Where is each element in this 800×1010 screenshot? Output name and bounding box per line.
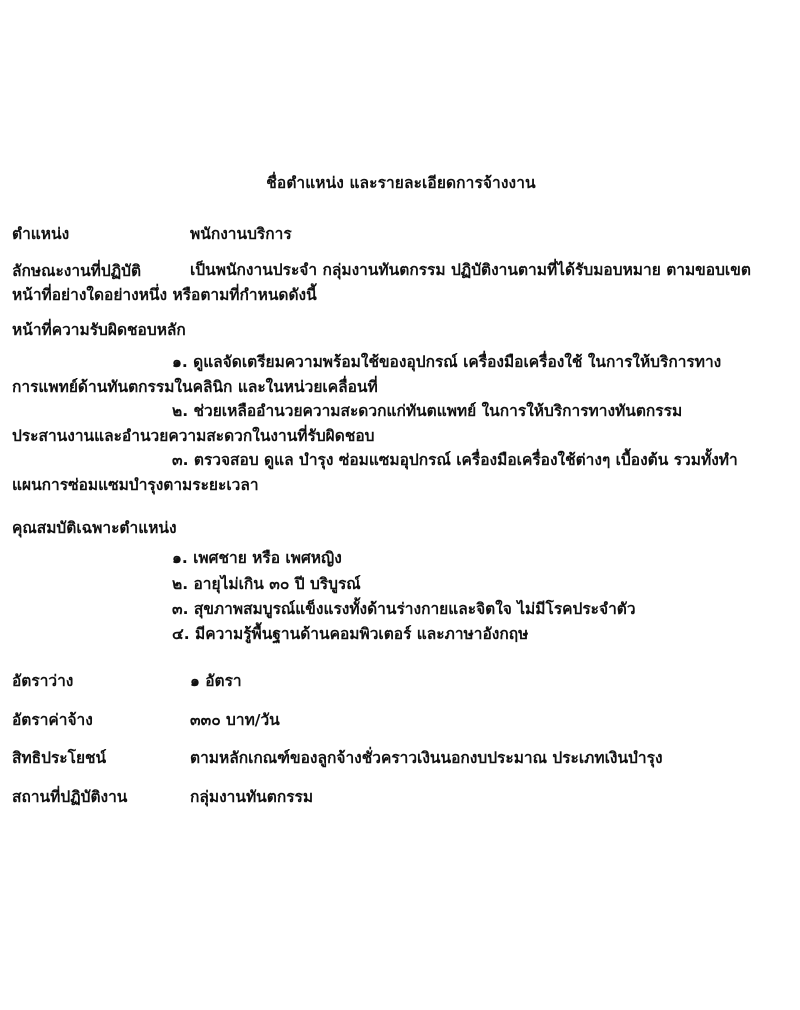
detail-value: ๓๓๐ บาท/วัน	[190, 710, 280, 729]
detail-label: สิทธิประโยชน์	[12, 749, 107, 768]
detail-value: ๑ อัตรา	[190, 671, 242, 690]
responsibility-item-line1: ๑. ดูแลจัดเตรียมความพร้อมใช้ของอุปกรณ์ เครื่องมือเครื่องใช้ ในการให้บริการทาง	[172, 353, 722, 372]
detail-label: อัตราว่าง	[12, 671, 74, 690]
qualification-item: ๓. สุขภาพสมบูรณ์แข็งแรงทั้งด้านร่างกายและจิตใจ ไม่มีโรคประจำตัว	[172, 599, 636, 618]
responsibility-item	[12, 399, 790, 448]
detail-row-vacancy	[12, 669, 790, 694]
responsibilities-heading: หน้าที่ความรับผิดชอบหลัก	[12, 321, 186, 340]
qualification-item: ๔. มีความรู้พื้นฐานด้านคอมพิวเตอร์ และภาษาอังกฤษ	[172, 624, 529, 643]
detail-value: กลุ่มงานทันตกรรม	[190, 788, 314, 807]
page-title: ชื่อตำแหน่ง และรายละเอียดการจ้างงาน	[266, 174, 536, 192]
responsibility-item-line2: แผนการซ่อมแซมบำรุงตามระยะเวลา	[12, 475, 259, 494]
position-row	[12, 221, 790, 246]
job-nature-block	[12, 258, 790, 307]
responsibility-item-line2: การแพทย์ด้านทันตกรรมในคลินิก และในหน่วยเคลื่อนที่	[12, 377, 378, 396]
responsibility-item-line1: ๒. ช่วยเหลืออำนวยความสะดวกแก่ทันตแพทย์ ในการให้บริการทางทันตกรรม	[172, 402, 683, 421]
job-nature-first-line	[12, 258, 790, 283]
qualification-item: ๑. เพศชาย หรือ เพศหญิง	[172, 549, 342, 568]
qualification-item: ๒. อายุไม่เกิน ๓๐ ปี บริบูรณ์	[172, 574, 361, 593]
position-value: พนักงานบริการ	[190, 225, 292, 243]
responsibility-item-line1: ๓. ตรวจสอบ ดูแล บำรุง ซ่อมแซมอุปกรณ์ เครื่องมือเครื่องใช้ต่างๆ เบื้องต้น รวมทั้งทำ	[172, 451, 738, 470]
responsibility-item-line2: ประสานงานและอำนวยความสะดวกในงานที่รับผิดชอบ	[12, 426, 375, 445]
detail-row-workplace	[12, 785, 790, 810]
job-nature-label: ลักษณะงานที่ปฏิบัติ	[12, 262, 142, 280]
responsibility-item	[12, 350, 790, 399]
job-nature-text-line1: เป็นพนักงานประจำ กลุ่มงานทันตกรรม ปฏิบัติงานตามที่ได้รับมอบหมาย ตามขอบเขต	[190, 261, 751, 279]
detail-row-wage	[12, 708, 790, 733]
detail-label: สถานที่ปฏิบัติงาน	[12, 788, 128, 807]
detail-row-benefits	[12, 746, 790, 771]
position-label: ตำแหน่ง	[12, 225, 70, 243]
job-nature-text-line2: หน้าที่อย่างใดอย่างหนึ่ง หรือตามที่กำหนดดังนี้	[12, 286, 317, 304]
detail-value: ตามหลักเกณฑ์ของลูกจ้างชั่วคราวเงินนอกงบประมาณ ประเภทเงินบำรุง	[190, 749, 663, 768]
detail-label: อัตราค่าจ้าง	[12, 710, 93, 729]
qualifications-heading: คุณสมบัติเฉพาะตำแหน่ง	[12, 519, 177, 538]
responsibility-item	[12, 448, 790, 497]
